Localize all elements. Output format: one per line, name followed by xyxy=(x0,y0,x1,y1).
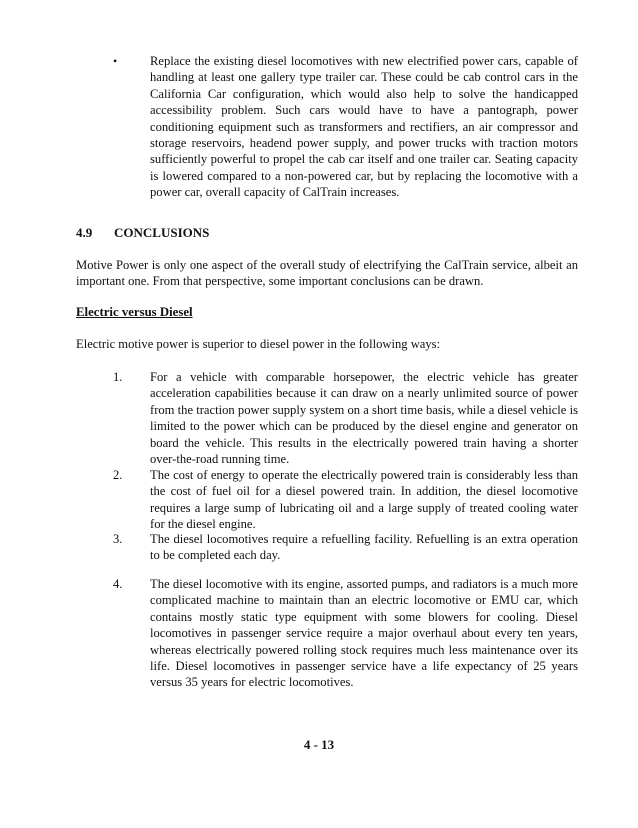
list-item-text: The diesel locomotives require a refuelling facility. Refuelling is an extra operation to be completed each day. xyxy=(150,532,578,563)
bullet-text: Replace the existing diesel locomotives with new electrified power cars, capable of handling at least one gallery type trailer car. These could be cab control cars in the California Car configuration, which would also help to solve the handicapped accessibility problem. Such cars would have to have a pantograph, power conditioning equipment such as transformers and rectifiers, an air compressor and storage reservoirs, headend power supply, and power trucks with traction motors sufficiently powerful to propel the cab car itself and one trailer car. Seating capacity is lowered compared to a non-powered car, but by replacing the locomotive with a power car, overall capacity of CalTrain increases. xyxy=(150,54,578,200)
subsection-heading: Electric versus Diesel xyxy=(76,305,193,319)
section-heading xyxy=(76,225,209,241)
section-number: 4.9 xyxy=(76,225,93,240)
subsection-lead-paragraph: Electric motive power is superior to diesel power in the following ways: xyxy=(76,337,441,351)
list-item-number: 2. xyxy=(113,468,123,482)
section-title: CONCLUSIONS xyxy=(114,225,210,240)
list-item-number: 1. xyxy=(113,370,123,384)
section-intro-paragraph: Motive Power is only one aspect of the overall study of electrifying the CalTrain service, albeit an important one. From that perspective, some important conclusions can be drawn. xyxy=(76,258,578,289)
list-item-text: The cost of energy to operate the electrically powered train is considerably less than the cost of fuel oil for a diesel powered train. In addition, the diesel locomotive requires a large sump of lubricating oil and a large supply of treated cooling water for the diesel engine. xyxy=(150,468,578,532)
list-item-text: For a vehicle with comparable horsepower, the electric vehicle has greater acceleration capabilities because it can draw on a nearly unlimited source of power from the traction power supply system on a short time basis, while a diesel vehicle is limited to the power which can be produced by the diesel engine and generator on board the vehicle. This results in the electrically powered train having a shorter over-the-road running time. xyxy=(150,370,578,467)
list-item-number: 3. xyxy=(113,532,123,546)
bullet-icon: • xyxy=(113,54,118,68)
list-item-number: 4. xyxy=(113,577,123,591)
page-number: 4 - 13 xyxy=(303,737,335,752)
list-item-text: The diesel locomotive with its engine, assorted pumps, and radiators is a much more complicated machine to maintain than an electric locomotive or EMU car, which contains mostly static type equipment with some blowers for cooling. Diesel locomotives in passenger service require a major overhaul about every ten years, whereas electrically powered rolling stock requires much less maintenance over its life. Diesel locomotives in passenger service have a life expectancy of 25 years versus 35 years for electric locomotives. xyxy=(150,577,578,690)
